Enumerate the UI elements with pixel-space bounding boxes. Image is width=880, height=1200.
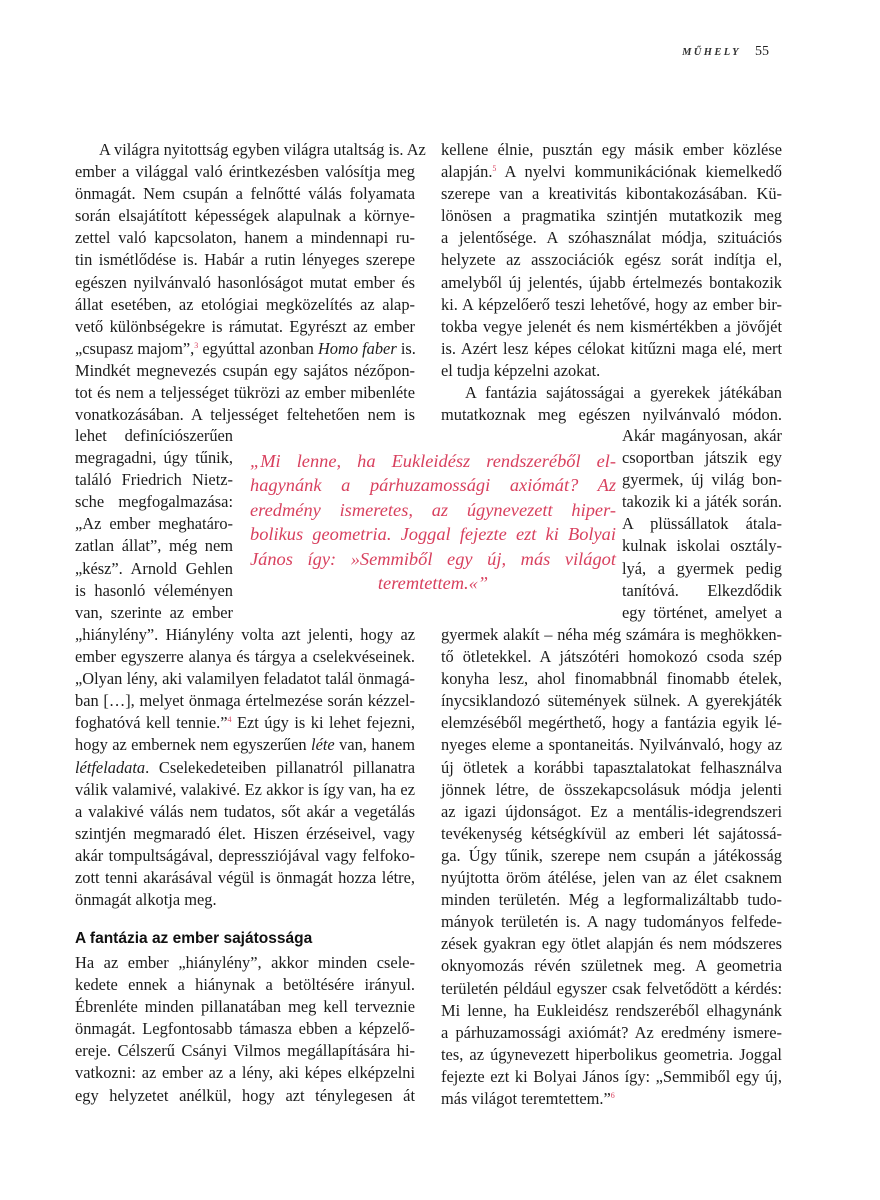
text-line: „Olyan lény, aki valamilyen feladatot talál önmagá-: [75, 669, 415, 689]
page-header: [682, 44, 769, 60]
text-line: Mi lenne, ha Eukleidész rendszeréből elhagynánk: [441, 1000, 782, 1020]
text-line: egy helyzetet anélkül, hogy azt ténylegesen át: [75, 1085, 415, 1105]
text-line: tanítóvá. Elkezdődik: [622, 580, 782, 600]
text-line: területén például egyszer csak felvetődött a kérdés:: [441, 978, 782, 998]
text-line: takozik ki a játék során.: [622, 492, 782, 512]
pull-quote-line: teremtettem.«”: [377, 573, 489, 594]
text-line: ban […], melyet önmaga értelmezése során kézzel-: [75, 691, 415, 711]
text-line: vető különbségekre is rámutat. Egyrészt az ember: [75, 316, 415, 336]
text-line: „hiánylény”. Hiánylény volta azt jelenti, hogy az: [75, 625, 415, 644]
right-column-bottom: [441, 624, 782, 1110]
text-line: „kész”. Arnold Gehlen: [75, 558, 233, 578]
text-line: szerepe van a kreativitás kibontakozásában. Kü-: [441, 184, 782, 204]
text-line: A plüssállatok átala-: [622, 514, 782, 534]
text-line: állat esetében, az etológiai megközelítés az alap-: [75, 294, 415, 314]
text-line: új ötletek a korábbi tapasztalatokat felhasználva: [441, 757, 782, 777]
text-line: tevékenység kétségkívül az emberi lét sajátossá-: [441, 823, 782, 843]
text-line: oknyomozás révén születnek meg. A geometria: [441, 956, 782, 976]
footnote-marker-6[interactable]: 6: [610, 1090, 615, 1100]
text-line: kulnak iskolai osztály-: [622, 536, 782, 556]
text-line: is hasonló véleményen: [75, 580, 233, 600]
left-column-bottom: [75, 624, 415, 911]
text-line: Akár magányosan, akár: [622, 426, 782, 445]
right-column-top: [441, 139, 782, 426]
text-line: tokba vegye jelenét és nem kismértékben a jövőjét: [441, 316, 782, 336]
text-line: minden területén. Még a legformalizáltabb tudo-: [441, 890, 782, 910]
pull-quote-line: János így: »Semmiből egy új, más világot: [250, 548, 616, 569]
text-line-with-footnote: foghatóvá kell tennie.”$^4$ Ezt úgy is ki lehet fejezni,: [75, 713, 416, 733]
running-head: MŰHELY: [682, 47, 741, 58]
italic-term: létfeladata: [75, 757, 146, 777]
text-line: ember egyszerre alanya és tárgya a cselekvéseinek.: [75, 647, 415, 667]
text-line: ember a világgal való érintkezésben valósítja meg: [75, 162, 415, 182]
text-line: zettel való kapcsolaton, hanem a mindennapi ru-: [75, 228, 415, 248]
text-line: ínycsiklandozó sütemények sülnek. A gyerekjáték: [441, 691, 782, 711]
text-line: hogy az embernek nem egyszerűen léte van, hanem: [75, 735, 416, 755]
text-line: létfeladata. Cselekedeteiben pillanatról pillanatra: [75, 757, 415, 777]
text-line-with-footnote: alapján.$^5$ A nyelvi kommunikációnak kiemelkedő: [441, 162, 782, 182]
text-line: vatkozni: az ember az a lény, aki képes elképzelni: [75, 1063, 415, 1083]
text-line: ga. Úgy tűnik, szerepe nem csupán a játékosság: [441, 845, 782, 865]
text-line: önmagát alkotja meg.: [75, 890, 217, 910]
text-line: Ha az ember „hiánylény”, akkor minden csele-: [75, 953, 415, 972]
text-line: vonatkozásában. A teljességet feltehetően nem is: [75, 405, 415, 425]
text-line: találó Friedrich Nietz-: [75, 470, 233, 490]
text-line: lönösen a pragmatika szintjén mutatkozik meg: [441, 206, 782, 226]
text-line: A fantázia sajátosságai a gyerekek játékában: [465, 383, 782, 403]
text-line: szintjén megmaradó élet. Hiszen érzéseivel, vagy: [75, 823, 415, 843]
pull-quote: [250, 449, 616, 595]
text-line: is. Azért lesz képes célokat kitűzni maga elé, mert: [441, 338, 782, 358]
pull-quote-line: bolikus geometria. Joggal fejezte ezt ki Bolyai: [250, 524, 616, 545]
text-line: egészen nyilvánvaló hasonlóságot mutat ember és: [75, 272, 415, 292]
text-line: zatlan állat”, még nem: [75, 536, 233, 556]
footnote-marker-4[interactable]: 4: [227, 715, 232, 725]
text-line: a valakivé válás nem tudatos, sőt akár a vegetálás: [75, 801, 415, 821]
text-line: megragadni, úgy tűnik,: [75, 448, 233, 468]
text-line: helyzete az asszociációk egész sorát indítja el,: [441, 250, 782, 270]
text-line: nyújtotta öröm átélése, jelen van az élet csaknem: [441, 868, 782, 888]
page-number: 55: [755, 44, 769, 59]
left-section-body: [75, 952, 415, 1107]
text-line: zések gyakran egy ötlet alapján és nem módszeres: [441, 934, 782, 954]
text-line: A világra nyitottság egyben világra utaltság is. Az: [99, 140, 426, 159]
italic-term: léte: [311, 735, 335, 755]
text-line: zott tenni akarásával végül is önmagát hozza létre,: [75, 868, 415, 888]
text-line: tin ismétlődése is. Habár a rutin lényeges szerepe: [75, 250, 415, 270]
left-column-top: [75, 139, 426, 426]
text-line: ereje. Célszerű Csányi Vilmos megállapítására hi-: [75, 1041, 415, 1061]
text-line: Mindkét megnevezés csupán egy sajátos nézőpon-: [75, 360, 415, 380]
text-line: az igazi újdonságot. Ez a mentális-idegrendszeri: [441, 801, 782, 821]
text-line: lyá, a gyermek pedig: [622, 558, 782, 578]
text-line: egy történet, amelyet a: [622, 602, 782, 622]
text-line: jönnek létre, de összekapcsolásuk módja jelenti: [441, 779, 782, 799]
text-line: a párhuzamossági axiómát? Az eredmény ismere-: [441, 1022, 782, 1042]
footnote-marker-5[interactable]: 5: [492, 164, 497, 174]
text-line: fejezte ezt ki Bolyai János így: „Semmiből egy új,: [441, 1066, 782, 1086]
text-line: tot és nem a teljességet tükrözi az ember mibenléte: [75, 383, 415, 403]
text-line: konyha lesz, ahol finomabbnál finomabb ételek,: [441, 669, 782, 689]
text-line: akár tompultságával, depressziójával vagy felfoko-: [75, 845, 415, 865]
right-column-narrow: [622, 425, 782, 624]
section-heading: A fantázia az ember sajátossága: [75, 930, 313, 947]
text-line: mányok területén is. A nagy tudományos felfede-: [441, 912, 782, 932]
text-line: el tudja képzelni azokat.: [441, 360, 601, 380]
pull-quote-line: „Mi lenne, ha Eukleidész rendszeréből el-: [250, 451, 616, 471]
left-column-narrow: [75, 425, 233, 624]
text-line: önmagát. Legfontosabb támasza ebben a képzelő-: [75, 1019, 415, 1039]
footnote-marker-3[interactable]: 3: [194, 340, 199, 350]
text-line: tes, az úgynevezett hiperbolikus geometria. Joggal: [441, 1044, 782, 1064]
text-line: gyermek alakít – néha még számára is meghökken-: [441, 625, 782, 644]
italic-term: Homo faber: [317, 338, 397, 358]
text-line: kedete ennek a hiánynak a betöltésére irányul.: [75, 975, 415, 995]
text-line: Ébrenléte minden pillanatában meg kell terveznie: [75, 997, 415, 1017]
text-line: csoportban játszik egy: [622, 448, 782, 468]
pull-quote-line: hagynánk a párhuzamossági axiómát? Az: [250, 475, 616, 496]
text-line: a jelentősége. A szóhasználat módja, szituációs: [441, 228, 782, 248]
text-line: önmagát. Nem csupán a felnőtté válás folyamata: [75, 184, 415, 204]
text-line: van, szerinte az ember: [75, 602, 233, 622]
text-line: gyermek, új világ bon-: [622, 470, 782, 490]
text-line: ki. A képzelőerő teszi lehetővé, hogy az ember bir-: [441, 294, 782, 314]
text-line: „Az ember meghatáro-: [75, 514, 233, 534]
text-line: lehet definíciószerűen: [75, 426, 233, 445]
text-line: amelyből új jelentés, újabb értelmezés bontakozik: [441, 272, 782, 292]
text-line: során elsajátított képességek alapulnak a környe-: [75, 206, 415, 226]
text-line: tő ötletekkel. A játszótéri homokozó csoda szép: [441, 647, 782, 667]
text-line: válik valamivé, valakivé. Ez akkor is így van, ha ez: [75, 779, 415, 799]
text-line: sche megfogalmazása:: [75, 492, 233, 512]
text-line: nyeges eleme a spontaneitás. Nyilvánvaló, hogy az: [441, 735, 782, 755]
text-line-with-footnote: más világot teremtettem.”$^6$: [441, 1088, 615, 1108]
text-line-with-footnote: „csupasz majom”,$^3$ egyúttal azonban Homo faber is.: [75, 338, 416, 358]
text-line: elemzéséből megérthető, hogy a fantázia egyik lé-: [441, 713, 782, 733]
text-line: kellene élnie, pusztán egy másik ember közlése: [441, 140, 782, 159]
text-line: mutatkoznak meg egészen nyilvánvaló módon.: [441, 405, 782, 425]
pull-quote-line: eredmény ismeretes, az úgynevezett hiper-: [250, 499, 616, 520]
